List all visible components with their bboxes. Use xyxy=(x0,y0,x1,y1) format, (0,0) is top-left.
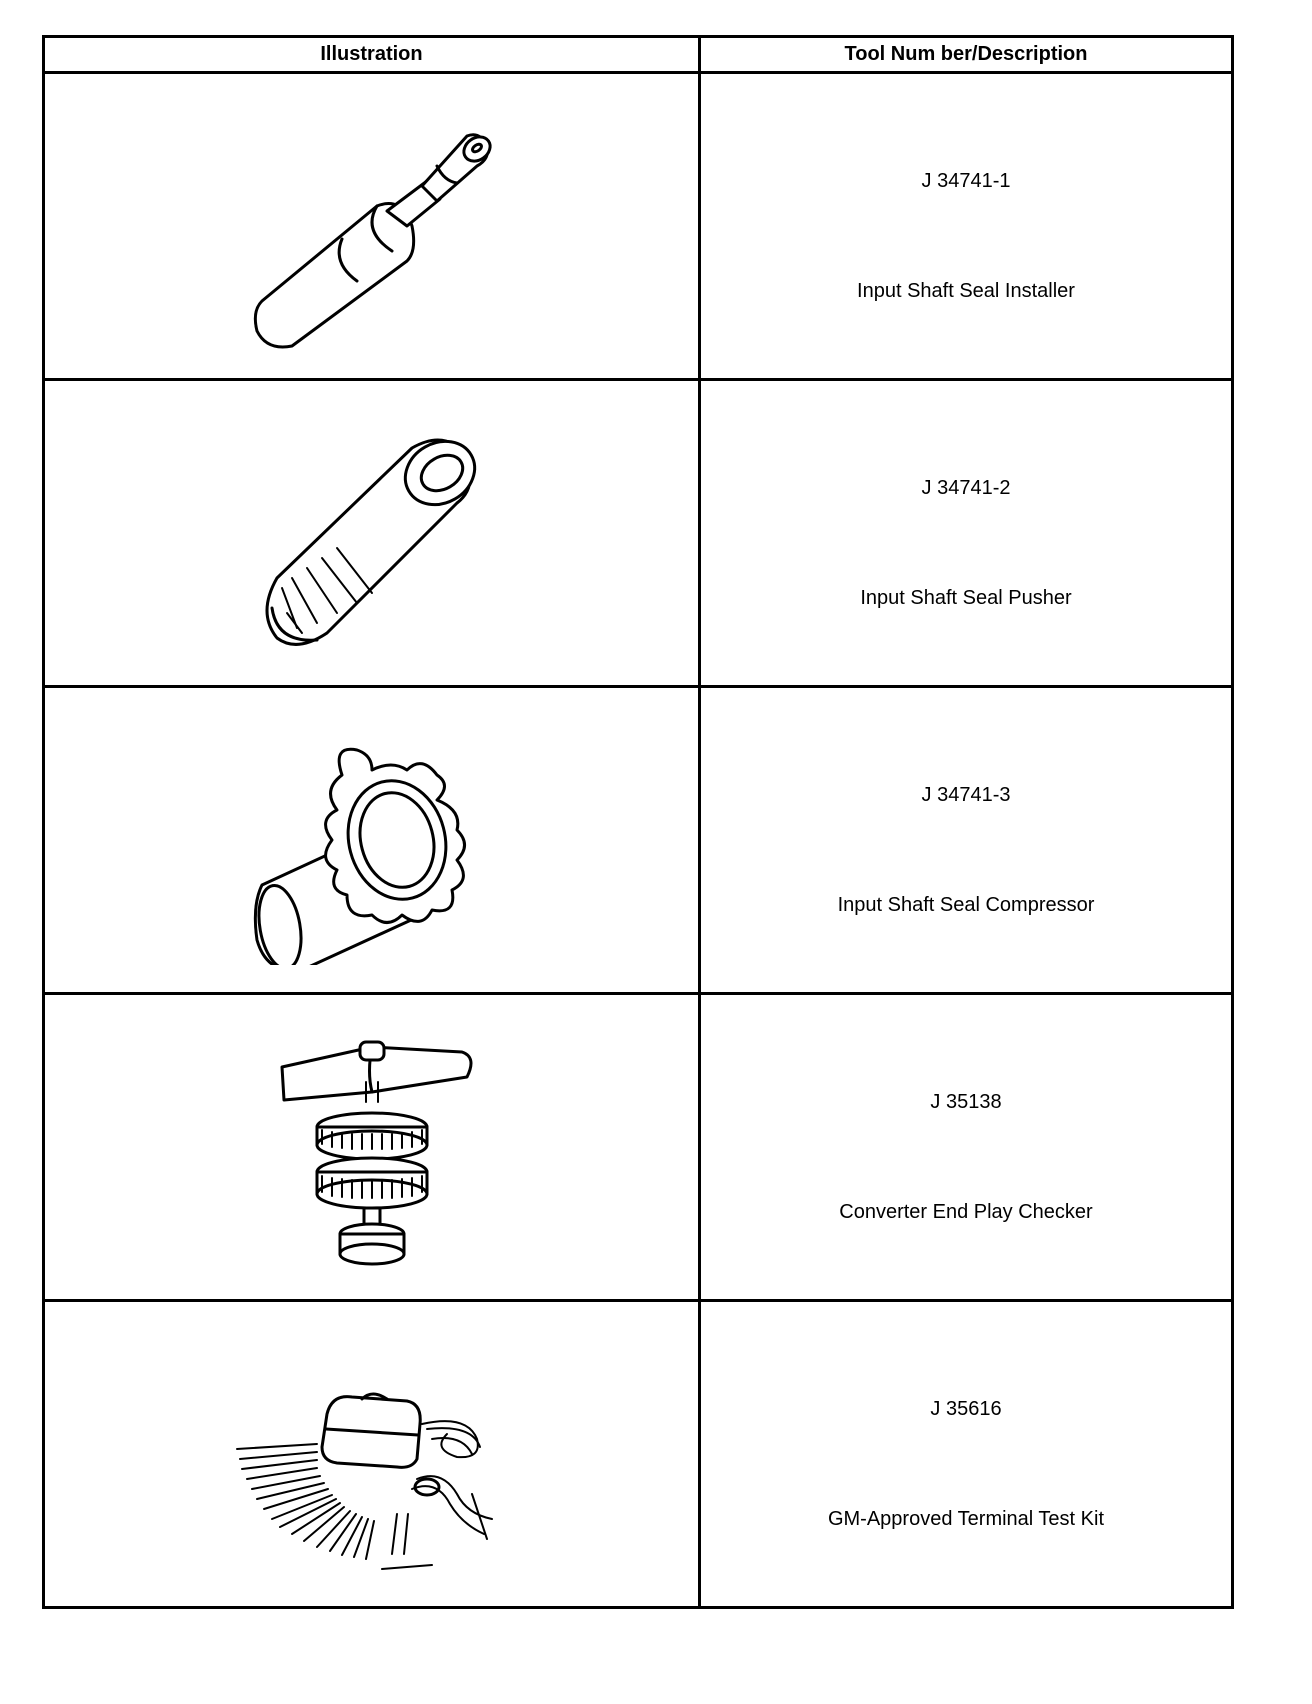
tool-cell xyxy=(701,1302,1231,1606)
tool-number: J 35138 xyxy=(930,1091,1002,1113)
tool-cell xyxy=(701,688,1231,992)
table-row xyxy=(45,995,1231,1302)
tool-number: J 34741-2 xyxy=(921,477,1011,499)
tool-description: Converter End Play Checker xyxy=(839,1201,1093,1223)
table-row xyxy=(45,1302,1231,1606)
table-row xyxy=(45,381,1231,688)
tool-description: Input Shaft Seal Compressor xyxy=(837,894,1095,916)
tool-description: Input Shaft Seal Installer xyxy=(857,280,1075,302)
tool-cell xyxy=(701,381,1231,685)
illustration-cell xyxy=(45,688,701,992)
tool-cell xyxy=(701,74,1231,378)
illustration-cell xyxy=(45,381,701,685)
tool-number: J 34741-1 xyxy=(921,170,1011,192)
illustration-column-header: Illustration xyxy=(45,38,701,71)
seal-installer-icon xyxy=(222,101,522,351)
tool-column-header: Tool Num ber/Description xyxy=(844,43,1088,65)
tool-description: Input Shaft Seal Pusher xyxy=(860,587,1072,609)
tool-number: J 34741-3 xyxy=(921,784,1011,806)
illustration-cell xyxy=(45,995,701,1299)
tool-cell xyxy=(701,995,1231,1299)
seal-pusher-icon xyxy=(222,408,522,658)
table-row xyxy=(45,74,1231,381)
tool-number: J 35616 xyxy=(930,1398,1002,1420)
illustration-cell xyxy=(45,1302,701,1606)
terminal-test-kit-icon xyxy=(222,1329,522,1579)
illustration-cell xyxy=(45,74,701,378)
table-header-row xyxy=(45,38,1231,74)
end-play-checker-icon xyxy=(222,1022,522,1272)
table-row xyxy=(45,688,1231,995)
special-tools-table xyxy=(42,35,1234,1609)
seal-compressor-icon xyxy=(222,715,522,965)
tool-description: GM-Approved Terminal Test Kit xyxy=(827,1508,1105,1530)
